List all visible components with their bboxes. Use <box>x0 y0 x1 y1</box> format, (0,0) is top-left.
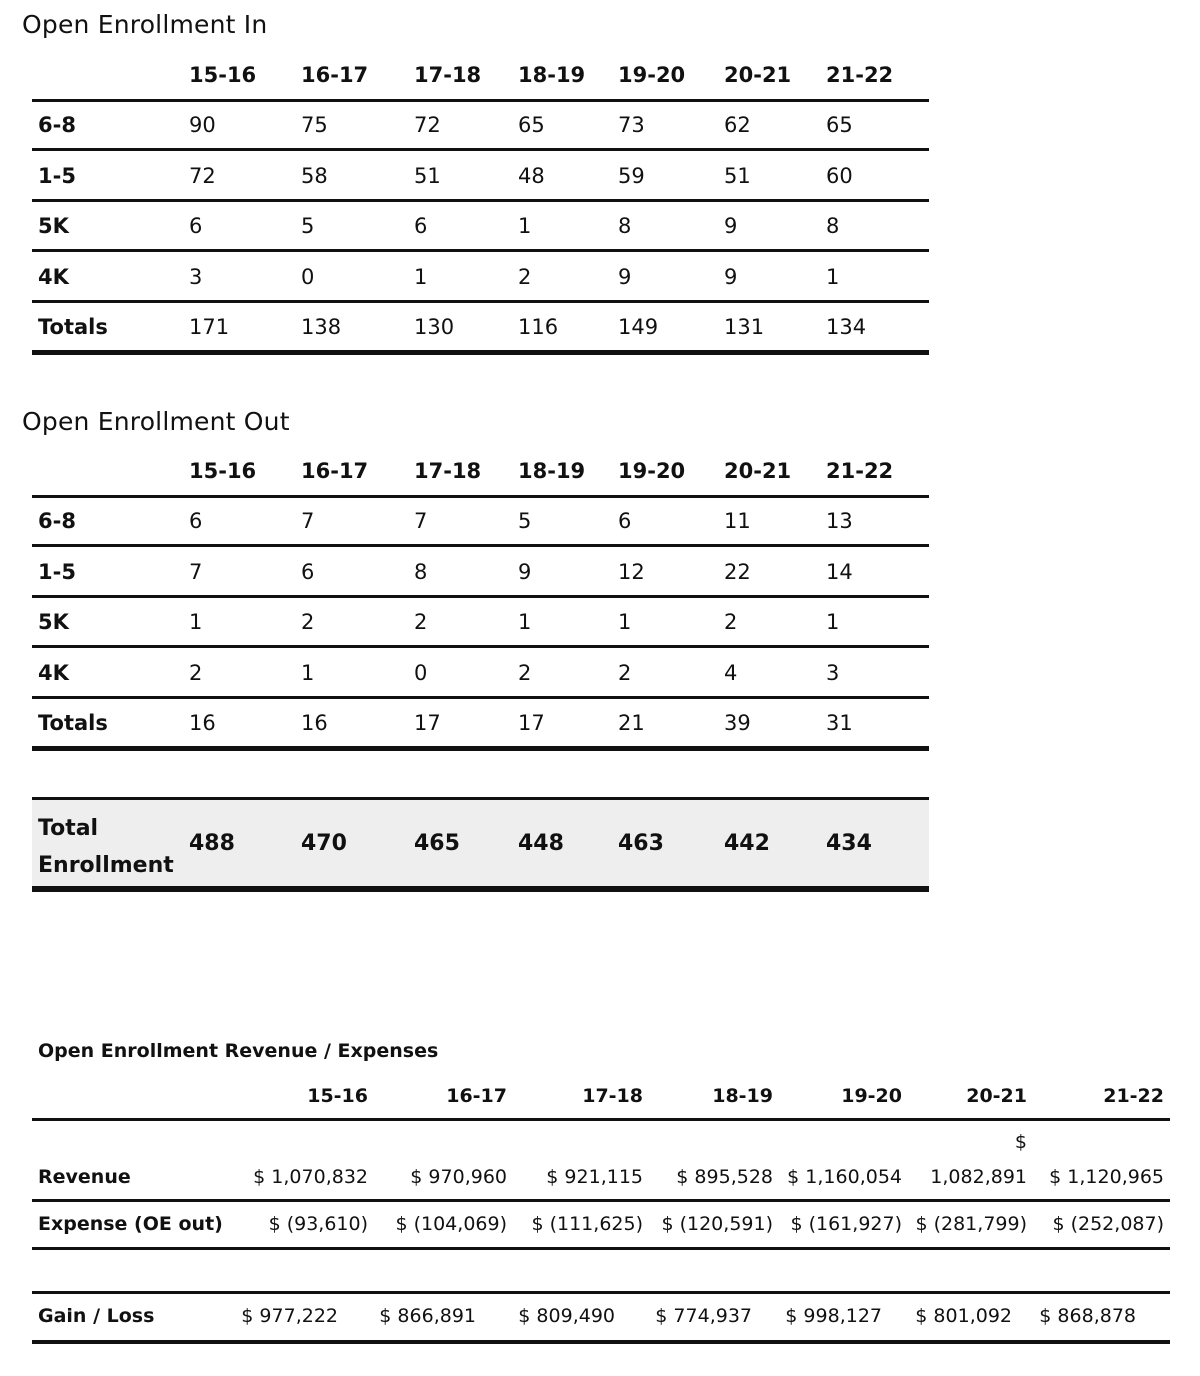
in-cell: 51 <box>414 163 441 188</box>
gain-loss-cell: $ 809,490 <box>518 1305 615 1327</box>
total-enrollment-cell: 448 <box>518 830 564 856</box>
in-cell: 8 <box>826 214 840 238</box>
open-enrollment-in-title: Open Enrollment In <box>22 10 268 39</box>
gain-loss-cell: $ 866,891 <box>379 1305 476 1327</box>
out-cell: 7 <box>301 509 315 533</box>
out-cell: 1 <box>189 610 203 634</box>
total-enrollment-cell: 470 <box>301 830 347 856</box>
revenue-cell: $ 895,528 <box>676 1166 773 1188</box>
out-header-17-18: 17-18 <box>414 459 482 483</box>
out-cell: 31 <box>826 711 853 735</box>
gain-loss-cell: $ 774,937 <box>655 1305 752 1327</box>
in-cell: 130 <box>414 315 455 339</box>
open-enrollment-out-table <box>32 446 929 751</box>
total-enrollment-cell: 442 <box>724 830 770 856</box>
out-cell: 2 <box>414 610 428 634</box>
in-header-16-17: 16-17 <box>301 63 369 87</box>
out-row-label: 5K <box>38 610 69 634</box>
out-row-totals <box>32 698 929 748</box>
in-cell: 60 <box>826 163 853 188</box>
out-cell: 7 <box>189 559 203 584</box>
finance-header-21-22: 21-22 <box>1103 1085 1164 1107</box>
out-rule <box>32 746 929 751</box>
in-cell: 2 <box>518 264 532 289</box>
out-cell: 6 <box>301 559 315 584</box>
in-row-6-8 <box>32 100 929 150</box>
out-row-4k <box>32 648 929 698</box>
in-cell: 75 <box>301 113 328 137</box>
total-enrollment-label <box>38 810 174 884</box>
in-cell: 65 <box>826 113 853 137</box>
out-cell: 3 <box>826 660 840 685</box>
expense-cell: $ (281,799) <box>915 1213 1027 1235</box>
out-cell: 14 <box>826 559 853 584</box>
in-cell: 51 <box>724 163 751 188</box>
out-cell: 1 <box>518 610 532 634</box>
in-cell: 48 <box>518 163 545 188</box>
in-cell: 5 <box>301 214 315 238</box>
in-cell: 1 <box>826 264 840 289</box>
out-cell: 2 <box>518 660 532 685</box>
out-cell: 16 <box>301 711 328 735</box>
in-cell: 9 <box>724 214 738 238</box>
finance-rule <box>32 1340 1170 1344</box>
in-row-label: 5K <box>38 214 69 238</box>
out-header-18-19: 18-19 <box>518 459 586 483</box>
expense-cell: $ (120,591) <box>661 1213 773 1235</box>
out-cell: 7 <box>414 509 428 533</box>
in-header-15-16: 15-16 <box>189 63 257 87</box>
in-cell: 90 <box>189 113 216 137</box>
finance-header-19-20: 19-20 <box>841 1085 902 1107</box>
expense-cell: $ (104,069) <box>395 1213 507 1235</box>
total-enrollment-label-line2: Enrollment <box>38 853 174 878</box>
out-cell: 4 <box>724 660 738 685</box>
out-cell: 1 <box>618 610 632 634</box>
revenue-cell: $ 1,160,054 <box>787 1166 902 1188</box>
out-row-label: 1-5 <box>38 559 76 584</box>
in-cell: 65 <box>518 113 545 137</box>
out-header-row <box>32 446 929 496</box>
out-cell: 17 <box>518 711 545 735</box>
expense-cell: $ (252,087) <box>1052 1213 1164 1235</box>
in-row-1-5 <box>32 151 929 201</box>
in-cell: 73 <box>618 113 645 137</box>
in-cell: 9 <box>618 264 632 289</box>
in-cell: 9 <box>724 264 738 289</box>
finance-rule <box>32 1118 1170 1121</box>
out-row-label: 6-8 <box>38 509 76 533</box>
in-cell: 6 <box>189 214 203 238</box>
in-cell: 1 <box>414 264 428 289</box>
expense-cell: $ (161,927) <box>790 1213 902 1235</box>
finance-header-20-21: 20-21 <box>966 1085 1027 1107</box>
in-cell: 0 <box>301 264 315 289</box>
finance-title: Open Enrollment Revenue / Expenses <box>38 1040 439 1062</box>
finance-rule <box>32 1291 1170 1294</box>
out-cell: 39 <box>724 711 751 735</box>
finance-rule <box>32 1199 1170 1202</box>
in-cell: 58 <box>301 163 328 188</box>
in-header-17-18: 17-18 <box>414 63 482 87</box>
in-cell: 138 <box>301 315 342 339</box>
out-cell: 2 <box>189 660 203 685</box>
finance-header-17-18: 17-18 <box>582 1085 643 1107</box>
revenue-cell: 1,082,891 <box>930 1166 1027 1188</box>
in-header-21-22: 21-22 <box>826 63 894 87</box>
in-row-totals <box>32 302 929 352</box>
revenue-label: Revenue <box>38 1166 131 1188</box>
out-cell: 11 <box>724 509 751 533</box>
in-header-20-21: 20-21 <box>724 63 792 87</box>
in-cell: 62 <box>724 113 751 137</box>
in-cell: 149 <box>618 315 659 339</box>
total-enrollment-row <box>32 797 929 892</box>
in-cell: 3 <box>189 264 203 289</box>
in-row-5k <box>32 201 929 251</box>
in-cell: 134 <box>826 315 867 339</box>
gain-loss-cell: $ 868,878 <box>1039 1305 1136 1327</box>
in-cell: 171 <box>189 315 230 339</box>
open-enrollment-in-table <box>32 50 929 355</box>
expense-cell: $ (93,610) <box>268 1213 368 1235</box>
in-cell: 59 <box>618 163 645 188</box>
out-cell: 8 <box>414 559 428 584</box>
in-header-row <box>32 50 929 100</box>
out-cell: 1 <box>301 660 315 685</box>
out-cell: 5 <box>518 509 532 533</box>
out-header-16-17: 16-17 <box>301 459 369 483</box>
expense-cell: $ (111,625) <box>531 1213 643 1235</box>
out-cell: 12 <box>618 559 645 584</box>
out-row-6-8 <box>32 496 929 546</box>
out-cell: 6 <box>618 509 632 533</box>
out-row-label: Totals <box>38 711 108 735</box>
finance-rule <box>32 1247 1170 1250</box>
out-header-15-16: 15-16 <box>189 459 257 483</box>
gain-loss-cell: $ 998,127 <box>785 1305 882 1327</box>
gain-loss-cell: $ 977,222 <box>241 1305 338 1327</box>
out-cell: 2 <box>618 660 632 685</box>
out-cell: 17 <box>414 711 441 735</box>
in-row-label: 4K <box>38 264 69 289</box>
out-cell: 2 <box>301 610 315 634</box>
revenue-cell: $ 970,960 <box>410 1166 507 1188</box>
finance-header-16-17: 16-17 <box>446 1085 507 1107</box>
expense-label: Expense (OE out) <box>38 1213 223 1235</box>
out-cell: 13 <box>826 509 853 533</box>
in-header-18-19: 18-19 <box>518 63 586 87</box>
revenue-wrap-dollar: $ <box>1014 1131 1027 1153</box>
out-row-5k <box>32 597 929 647</box>
in-cell: 1 <box>518 214 532 238</box>
gain-loss-label: Gain / Loss <box>38 1305 155 1327</box>
revenue-cell: $ 1,070,832 <box>253 1166 368 1188</box>
total-enrollment-cell: 434 <box>826 830 872 856</box>
in-cell: 72 <box>414 113 441 137</box>
in-row-label: 1-5 <box>38 163 76 188</box>
total-enrollment-cell: 463 <box>618 830 664 856</box>
out-cell: 1 <box>826 610 840 634</box>
revenue-cell: $ 1,120,965 <box>1049 1166 1164 1188</box>
in-cell: 131 <box>724 315 765 339</box>
out-cell: 9 <box>518 559 532 584</box>
out-cell: 16 <box>189 711 216 735</box>
out-row-label: 4K <box>38 660 69 685</box>
out-header-19-20: 19-20 <box>618 459 686 483</box>
out-cell: 6 <box>189 509 203 533</box>
total-enrollment-cell: 488 <box>189 830 235 856</box>
in-row-label: Totals <box>38 315 108 339</box>
in-cell: 8 <box>618 214 632 238</box>
revenue-cell: $ 921,115 <box>546 1166 643 1188</box>
out-cell: 21 <box>618 711 645 735</box>
in-rule <box>32 350 929 355</box>
out-header-20-21: 20-21 <box>724 459 792 483</box>
open-enrollment-out-title: Open Enrollment Out <box>22 407 290 436</box>
out-row-1-5 <box>32 547 929 597</box>
out-cell: 2 <box>724 610 738 634</box>
total-enrollment-cell: 465 <box>414 830 460 856</box>
in-row-label: 6-8 <box>38 113 76 137</box>
out-cell: 0 <box>414 660 428 685</box>
out-cell: 22 <box>724 559 751 584</box>
in-cell: 116 <box>518 315 559 339</box>
total-enrollment-label-line1: Total <box>38 816 99 841</box>
finance-header-15-16: 15-16 <box>307 1085 368 1107</box>
in-cell: 72 <box>189 163 216 188</box>
gain-loss-cell: $ 801,092 <box>915 1305 1012 1327</box>
in-header-19-20: 19-20 <box>618 63 686 87</box>
out-header-21-22: 21-22 <box>826 459 894 483</box>
in-row-4k <box>32 252 929 302</box>
finance-header-18-19: 18-19 <box>712 1085 773 1107</box>
in-cell: 6 <box>414 214 428 238</box>
